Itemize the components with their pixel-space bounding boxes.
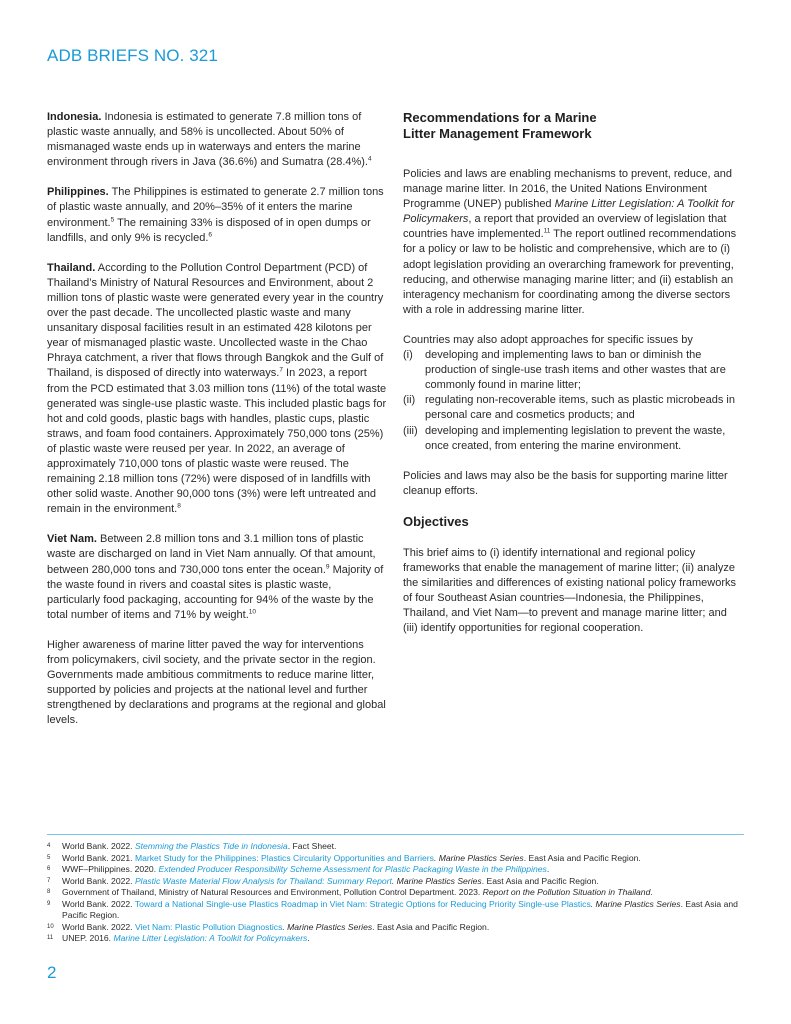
footnote-ref-8[interactable]: 8 (177, 502, 181, 510)
footnote-number: 5 (47, 854, 51, 861)
text-philippines-2: The remaining 33% is disposed of in open dumps or landfills, and only 9% is recycled. (47, 216, 371, 244)
text-thailand-2: In 2023, a report from the PCD estimated that 3.03 million tons (11%) of the total waste generated was single-use plastic waste. This included plastic bags for hot and cold goods, plastic bags with handles, plastic cups, plastic straws, and foam food containers. Approximately 750,000 tons (25%) of plastic waste were reused per year. In 2022, an average of approximately 710,000 tons of plastic waste were reused. The remaining 2.18 million tons (72%) were disposed of in landfills with other solid waste. Another 90,000 tons (3%) were left untreated and remain in the environment. (47, 367, 387, 516)
footnote-text: World Bank. 2022. (62, 875, 135, 886)
footnote-text-end: . Fact Sheet. (287, 841, 337, 851)
footnote-series: . Marine Plastics Series (391, 875, 482, 886)
footnote-link[interactable]: Viet Nam: Plastic Pollution Diagnostics (134, 921, 283, 932)
footnote-number: 6 (47, 866, 51, 872)
paragraph-thailand (47, 261, 387, 518)
footnote-text-end: . East Asia and Pacific Region. (523, 852, 641, 863)
text-policies-a: Policies and laws are enabling mechanisms to prevent, reduce, and manage marine litter. In 2016, the United Nations Environment Programme (UNEP) published (403, 168, 732, 211)
footnote-ref-9[interactable]: 9 (325, 562, 330, 570)
page-header-title: ADB BRIEFS NO. 321 (47, 46, 218, 65)
footnote-text: WWF–Philippines. 2020. (62, 864, 159, 874)
footnote-item (47, 887, 744, 899)
paragraph-cleanup: Policies and laws may also be the basis for supporting marine litter cleanup efforts. (403, 469, 728, 497)
list-item-number: (i) (403, 349, 413, 362)
lead-indonesia: Indonesia. (47, 111, 102, 123)
heading-recommendations: Recommendations for a Marine Litter Management Framework (403, 110, 597, 141)
list-item-text: developing and implementing laws to ban or diminish the production of single-use trash items and other wastes that are commonly found in marine litter; (425, 349, 726, 392)
footnote-text-end: . (546, 864, 550, 874)
text-policies-b: , a report that provided an overview of legislation that countries have implemented. (403, 213, 727, 241)
footnote-link[interactable]: Stemming the Plastics Tide in Indonesia (134, 841, 288, 851)
paragraph-vietnam (47, 532, 387, 623)
list-item-number: (ii) (403, 394, 416, 407)
text-toolkit-title: Marine Litter Legislation: A Toolkit for Policymakers (403, 198, 735, 226)
list-item (403, 424, 743, 454)
list-item-text: regulating non-recoverable items, such as plastic microbeads in personal care and cosmetics products; and (425, 394, 735, 422)
heading-objectives: Objectives (403, 513, 469, 529)
footnote-text-end: . East Asia and Pacific Region. (62, 898, 738, 920)
paragraph-closing: Higher awareness of marine litter paved the way for interventions from policymakers, civil society, and the private sector in the region. Governments made ambitious commitments to reduce marine litter, supported by policies and projects at the national level and further strengthened by declarations and programs at the regional and global levels. (47, 638, 386, 727)
approaches-list (403, 348, 743, 454)
footnote-item (47, 841, 744, 853)
text-vietnam-1: Between 2.8 million tons and 3.1 million tons of plastic waste are discharged on land in Viet Nam annually. Of that amount, between 280,000 tons and 730,000 tons enter the ocean. (47, 533, 376, 576)
text-thailand-1: According to the Pollution Control Department (PCD) of Thailand’s Ministry of Natural Resources and Environment, about 2 million tons of plastic waste were generated every year in the country over the past decade. The uncollected plastic waste and many unsanitary disposal facilities result in an estimated 428 kilotons per year of mismanaged plastic waste. Uncollected waste in the Chao Phraya catchment, a river that flows through Bangkok and the Gulf of Thailand, is disposed of directly into waterways. (47, 261, 384, 380)
footnote-link[interactable]: Extended Producer Responsibility Scheme Assessment for Plastic Packaging Waste in the Philippines (158, 864, 547, 874)
footnote-text: World Bank. 2022. (62, 898, 135, 909)
list-item (403, 348, 743, 393)
footnote-text-end: . East Asia and Pacific Region. (372, 921, 490, 932)
lead-thailand: Thailand. (47, 261, 96, 274)
footnote-ref-7[interactable]: 7 (279, 366, 283, 374)
footnote-item (47, 899, 744, 922)
footnote-series: Report on the Pollution Situation in Thailand (482, 887, 651, 897)
text-indonesia: Indonesia is estimated to generate 7.8 million tons of plastic waste annually, and 58% is uncollected. About 50% of mismanaged waste ends up in waterways and enters the marine environment through rivers in Java (36.6%) and Sumatra (28.4%). (47, 111, 368, 169)
footnote-series: . Marine Plastics Series (590, 898, 681, 909)
left-column (47, 110, 387, 743)
page-number: 2 (47, 963, 57, 982)
footnote-item (47, 922, 744, 934)
footnote-divider (47, 834, 744, 835)
footnote-item (47, 876, 744, 888)
paragraph-objectives: This brief aims to (i) identify international and regional policy frameworks that enable the management of marine litter; (ii) analyze the similarities and differences of existing national policy frameworks of four Southeast Asian countries—Indonesia, the Philippines, Thailand, and Viet Nam—to prevent and manage marine litter; and (iii) identify opportunities for regional cooperation. (403, 546, 737, 635)
lead-philippines: Philippines. (47, 186, 109, 199)
list-item-text: developing and implementing legislation to prevent the waste, once created, from entering the marine environment. (425, 424, 726, 452)
list-item (403, 393, 743, 423)
footnote-link[interactable]: Plastic Waste Material Flow Analysis for Thailand: Summary Report (134, 875, 392, 886)
footnote-ref-5[interactable]: 5 (110, 215, 115, 223)
text-philippines-1: The Philippines is estimated to generate 2.7 million tons of plastic waste annually, and 20%–35% of it enters the marine environment. (47, 186, 384, 229)
footnote-number: 9 (47, 900, 51, 907)
footnote-text-end: . East Asia and Pacific Region. (481, 875, 599, 886)
list-item-number: (iii) (403, 424, 418, 437)
footnote-item (47, 864, 744, 876)
footnote-text: World Bank. 2022. (62, 921, 135, 932)
footnote-ref-10[interactable]: 10 (248, 608, 257, 616)
footnote-ref-4[interactable]: 4 (368, 155, 372, 163)
paragraph-policies (403, 167, 743, 318)
footnote-number: 8 (47, 889, 51, 895)
footnote-link[interactable]: Toward a National Single-use Plastics Roadmap in Viet Nam: Strategic Options for Reducing Priority Single-use Plastics (134, 898, 591, 909)
footnote-number: 11 (47, 935, 54, 941)
footnote-item (47, 853, 744, 865)
footnotes (47, 841, 744, 945)
footnote-text-end: . (650, 887, 653, 897)
footnote-number: 4 (47, 843, 51, 849)
footnote-text: UNEP. 2016. (62, 933, 114, 943)
footnote-ref-11[interactable]: 11 (543, 227, 551, 235)
paragraph-philippines (47, 185, 387, 245)
footnote-number: 7 (47, 877, 51, 884)
footnote-number: 10 (47, 923, 54, 930)
footnote-text: World Bank. 2021. (62, 852, 135, 863)
footnote-link[interactable]: Market Study for the Philippines: Plastics Circularity Opportunities and Barriers (134, 852, 434, 863)
footnote-series: . Marine Plastics Series (282, 921, 373, 932)
paragraph-approaches-intro: Countries may also adopt approaches for specific issues by (403, 333, 693, 346)
footnote-ref-6[interactable]: 6 (208, 231, 213, 238)
footnote-text-end: . (307, 933, 310, 943)
lead-vietnam: Viet Nam. (47, 533, 97, 546)
right-column (403, 110, 743, 651)
footnote-text: World Bank. 2022. (62, 841, 135, 851)
footnote-series: . Marine Plastics Series (433, 852, 524, 863)
text-policies-c: The report outlined recommendations for a policy or law to be holistic and comprehensive, which are to (i) adopt legislation providing an overarching framework for preventing, reducing, and otherwise managing marine litter; and (ii) establish an interagency mechanism for coordinating among the diverse sectors with a role in addressing marine litter. (403, 228, 737, 316)
footnote-text: Government of Thailand, Ministry of Natural Resources and Environment, Pollution Control Department. 2023. (62, 887, 483, 897)
paragraph-indonesia (47, 110, 387, 170)
footnote-link[interactable]: Marine Litter Legislation: A Toolkit for Policymakers (113, 933, 308, 943)
text-vietnam-2: Majority of the waste found in rivers and coastal sites is plastic waste, particularly food packaging, accounting for 94% of the waste by the total number of items and 71% by weight. (47, 563, 384, 621)
footnote-item (47, 933, 744, 945)
